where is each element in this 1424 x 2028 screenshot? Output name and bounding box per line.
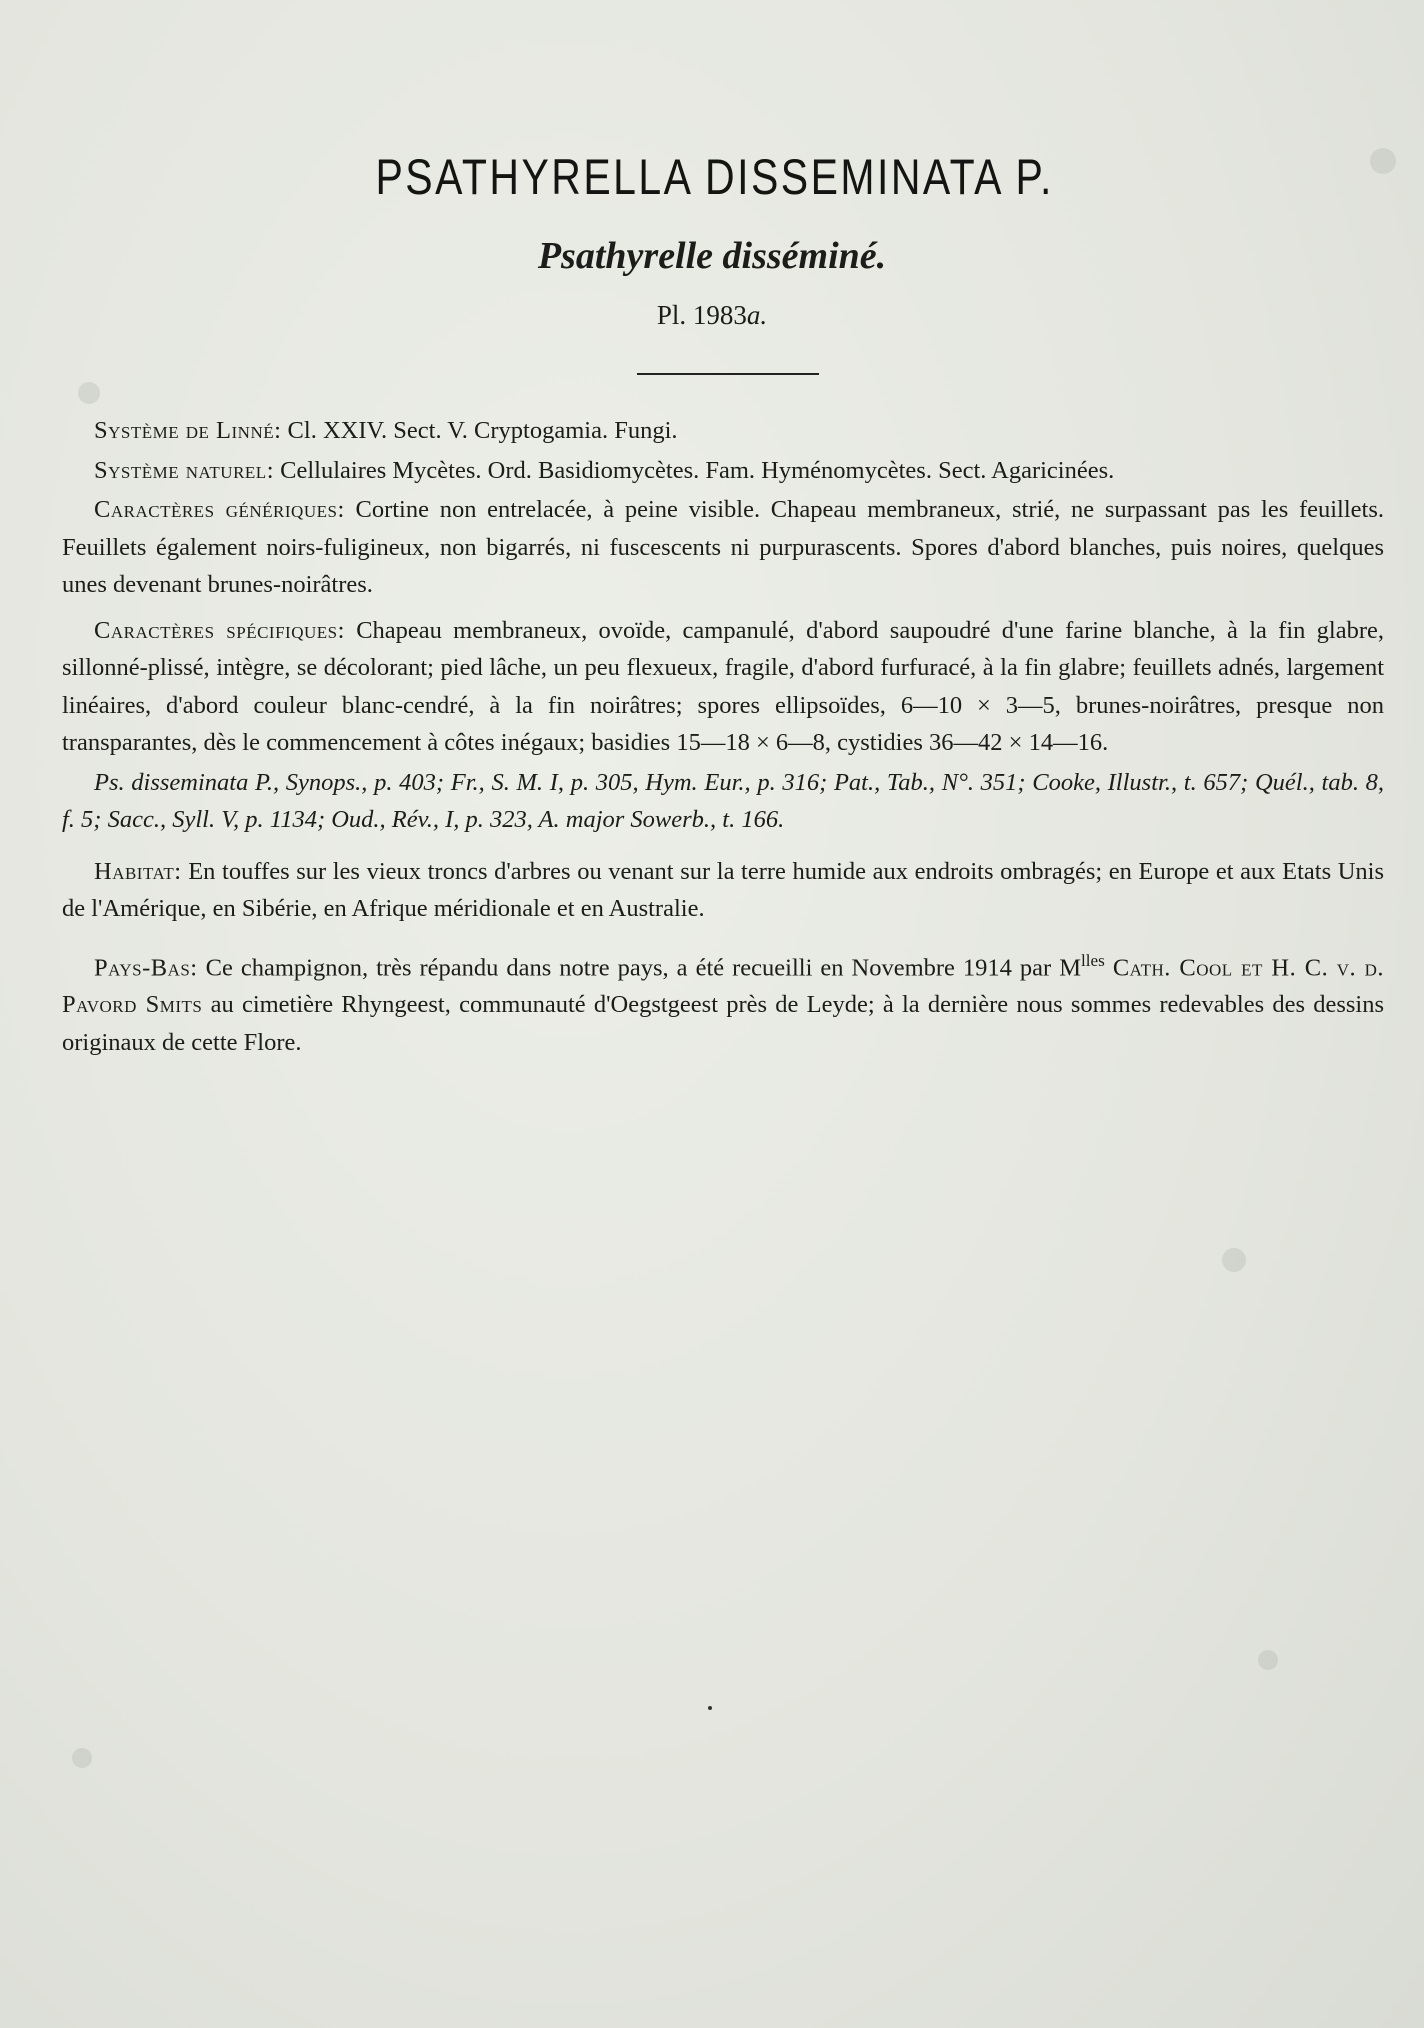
paper-stain <box>1222 1248 1246 1272</box>
plate-number <box>0 300 1424 331</box>
paper-stain <box>72 1748 92 1768</box>
page-title: PSATHYRELLA DISSEMINATA P. <box>375 149 1054 205</box>
section-habitat <box>62 853 1384 928</box>
page-dot <box>708 1706 712 1710</box>
section-text: Cl. XXIV. Sect. V. Cryptogamia. Fungi. <box>287 417 678 444</box>
section-references: Ps. disseminata P., Synops., p. 403; Fr., S. M. I, p. 305, Hym. Eur., p. 316; Pat., Tab., N°. 351; Cooke, Illustr., t. 657; Quél., tab. 8, f. 5; Sacc., Syll. V, p. 1134; Oud., Rév., I, p. 323, A. major Sowerb., t. 166. <box>62 768 1384 833</box>
section-text: Ce champignon, très répandu dans notre pays, a été recueilli en Novembre 1914 par M <box>205 953 1082 981</box>
paper-stain <box>1370 148 1396 174</box>
section-specifiques <box>62 612 1384 762</box>
section-label: Pays-Bas: <box>94 953 198 981</box>
section-label: Caractères spécifiques: <box>94 616 345 644</box>
honorific-superscript: lles <box>1081 950 1105 970</box>
paper-stain <box>1258 1650 1278 1670</box>
document-body <box>62 412 1384 1069</box>
section-text: Cortine non entrelacée, à peine visible. Chapeau membraneux, strié, ne surpassant pas les feuillets. Feuillets également noirs-fuligineux, non bigarrés, ni fuscescents ni purpurascents. Spores d'abord blanches, puis noires, quelques unes devenant brunes-noirâtres. <box>62 496 1384 598</box>
collector-names: Cath. Cool et H. C. v. d. Pavord Smits <box>62 953 1385 1019</box>
section-linne <box>62 412 1384 450</box>
plate-suffix: a. <box>746 300 768 330</box>
section-label: Système de Linné: <box>94 417 282 444</box>
section-text: Cellulaires Mycètes. Ord. Basidiomycètes. Fam. Hyménomycètes. Sect. Agaricinées. <box>280 456 1115 484</box>
section-text: Chapeau membraneux, ovoïde, campanulé, d'abord saupoudré d'une farine blanche, à la fin glabre, sillonné-plissé, intègre, se décolorant; pied lâche, un peu flexueux, fragile, d'abord furfuracé, à la fin glabre; feuillets adnés, largement linéaires, d'abord couleur blanc-cendré, à la fin noirâtres; spores ellipsoïdes, 6—10 × 3—5, brunes-noirâtres, presque non transparantes, dès le commencement à côtes inégaux; basidies 15—18 × 6—8, cystidies 36—42 × 14—16. <box>62 616 1384 756</box>
section-label: Caractères génériques: <box>94 496 345 523</box>
section-text-continued: au cimetière Rhyngeest, communauté d'Oegstgeest près de Leyde; à la dernière nous sommes redevables des dessins originaux de cette Flore. <box>62 991 1385 1056</box>
section-generiques <box>62 491 1384 604</box>
plate-prefix: Pl. 1983 <box>656 300 747 330</box>
title-divider <box>637 373 819 375</box>
section-paysbas <box>62 942 1384 1062</box>
section-text: En touffes sur les vieux troncs d'arbres ou venant sur la terre humide aux endroits ombragés; en Europe et aux Etats Unis de l'Amérique, en Sibérie, en Afrique méridionale et en Australie. <box>62 857 1385 922</box>
page-subtitle: Psathyrelle disséminé. <box>537 235 887 277</box>
section-label: Habitat: <box>94 857 182 885</box>
section-label: Système naturel: <box>94 456 274 484</box>
paper-stain <box>78 382 100 404</box>
section-naturel <box>62 452 1384 490</box>
